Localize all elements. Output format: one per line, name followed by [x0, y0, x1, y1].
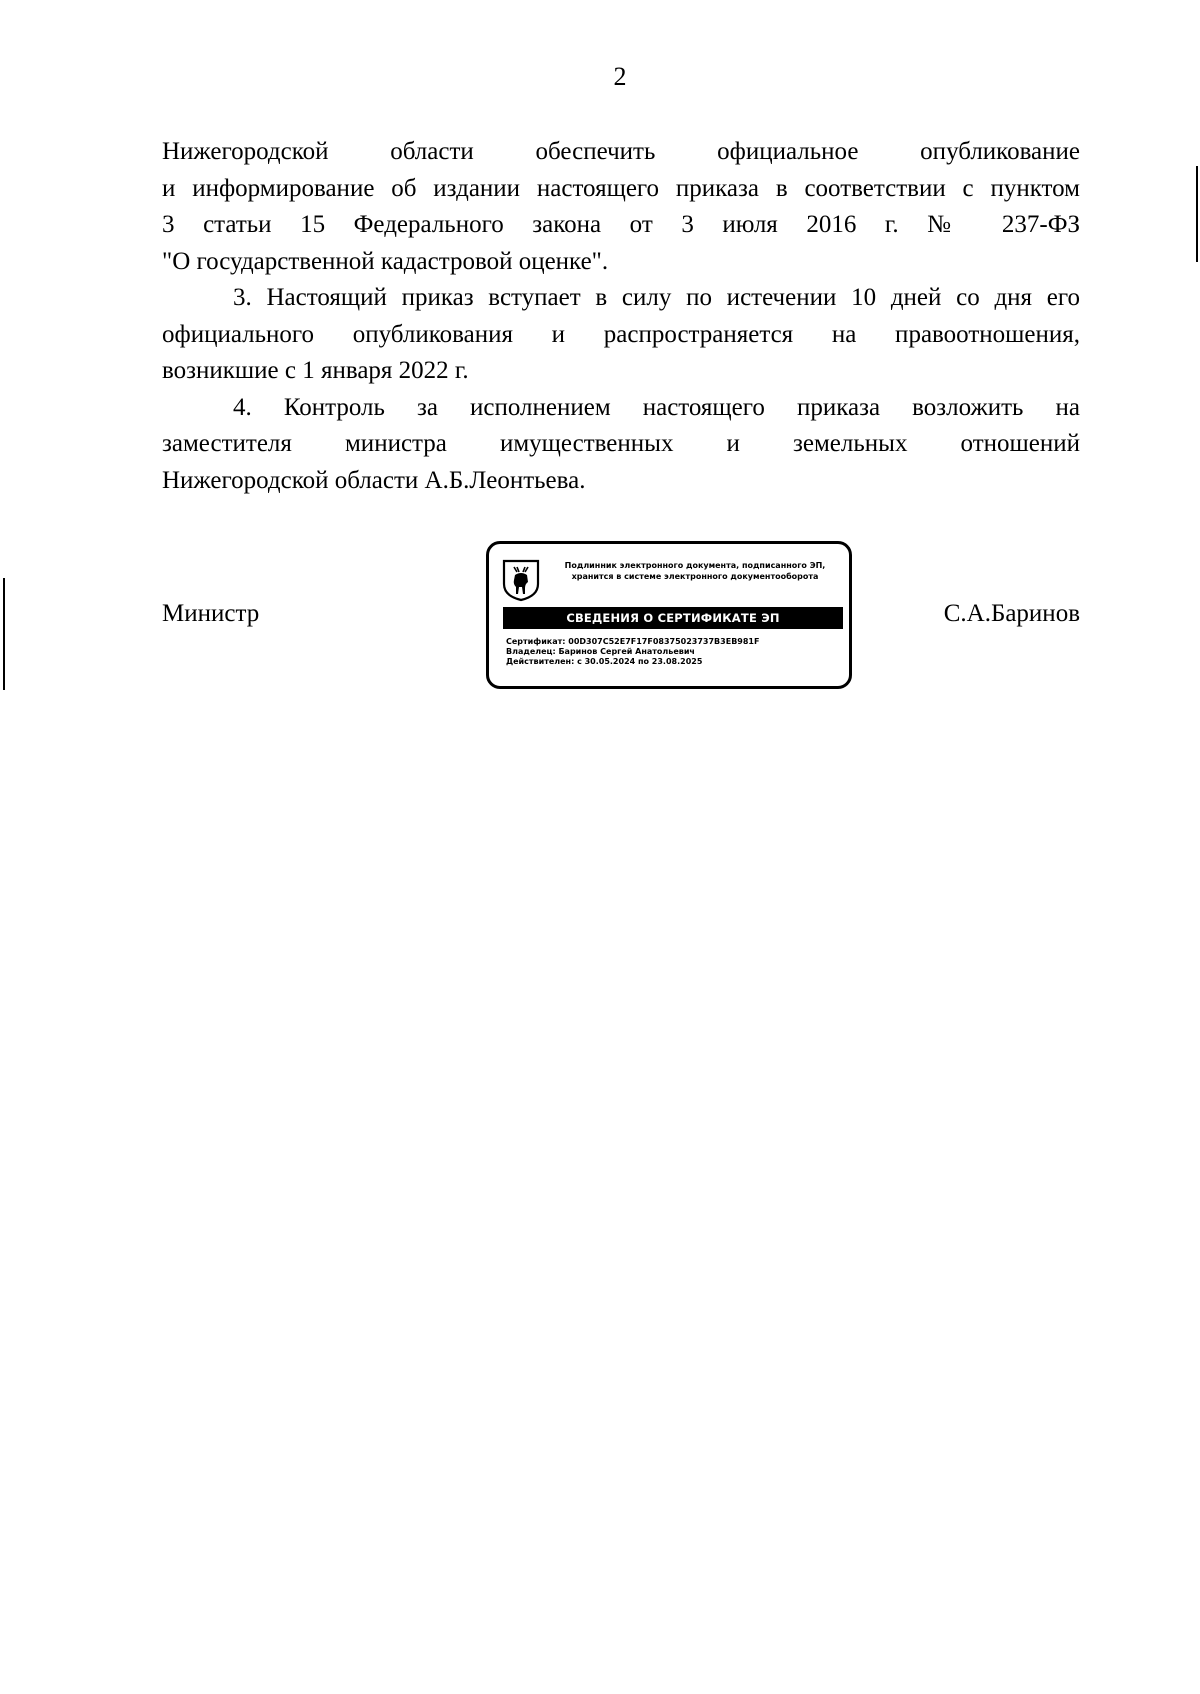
- document-body: [162, 134, 1080, 499]
- coat-of-arms-icon: [501, 558, 541, 602]
- certificate-validity: Действителен: с 30.05.2024 по 23.08.2025: [506, 657, 703, 666]
- paragraph-2-line-2: и информирование об издании настоящего приказа в соответствии с пунктом: [162, 174, 1080, 202]
- stamp-header: [545, 560, 845, 582]
- scan-edge-mark-left: [3, 578, 5, 690]
- paragraph-4-line-3: Нижегородской области А.Б.Леонтьева.: [162, 466, 586, 494]
- electronic-signature-stamp: [486, 541, 852, 689]
- paragraph-2-line-1: Нижегородской области обеспечить официальное опубликование: [162, 138, 1080, 165]
- scan-edge-mark-right: [1196, 166, 1198, 262]
- signature-block: [0, 491, 1200, 697]
- certificate-number: Сертификат: 00D307C52E7F17F08375023737B3EB981F: [506, 637, 760, 646]
- page-number: 2: [613, 62, 627, 91]
- stamp-details: [506, 637, 759, 667]
- signer-title: Министр: [162, 600, 260, 627]
- paragraph-3-line-1: 3. Настоящий приказ вступает в силу по истечении 10 дней со дня его: [233, 284, 1080, 311]
- paragraph-3-line-3: возникшие с 1 января 2022 г.: [162, 357, 469, 384]
- stamp-title-bar: СВЕДЕНИЯ О СЕРТИФИКАТЕ ЭП: [503, 607, 843, 629]
- certificate-owner: Владелец: Баринов Сергей Анатольевич: [506, 647, 695, 656]
- paragraph-2-line-4: "О государственной кадастровой оценке".: [162, 247, 609, 275]
- stamp-header-line-1: Подлинник электронного документа, подписанного ЭП,: [564, 561, 826, 570]
- paragraph-4-line-1: 4. Контроль за исполнением настоящего приказа возложить на: [233, 393, 1080, 421]
- paragraph-2-line-3: 3 статьи 15 Федерального закона от 3 июля 2016 г. № 237-ФЗ: [162, 211, 1080, 238]
- paragraph-4-line-2: заместителя министра имущественных и земельных отношений: [162, 430, 1080, 457]
- paragraph-3-line-2: официального опубликования и распространяется на правоотношения,: [162, 320, 1080, 348]
- stamp-header-line-2: хранится в системе электронного документооборота: [571, 572, 819, 581]
- signer-name: С.А.Баринов: [943, 600, 1080, 627]
